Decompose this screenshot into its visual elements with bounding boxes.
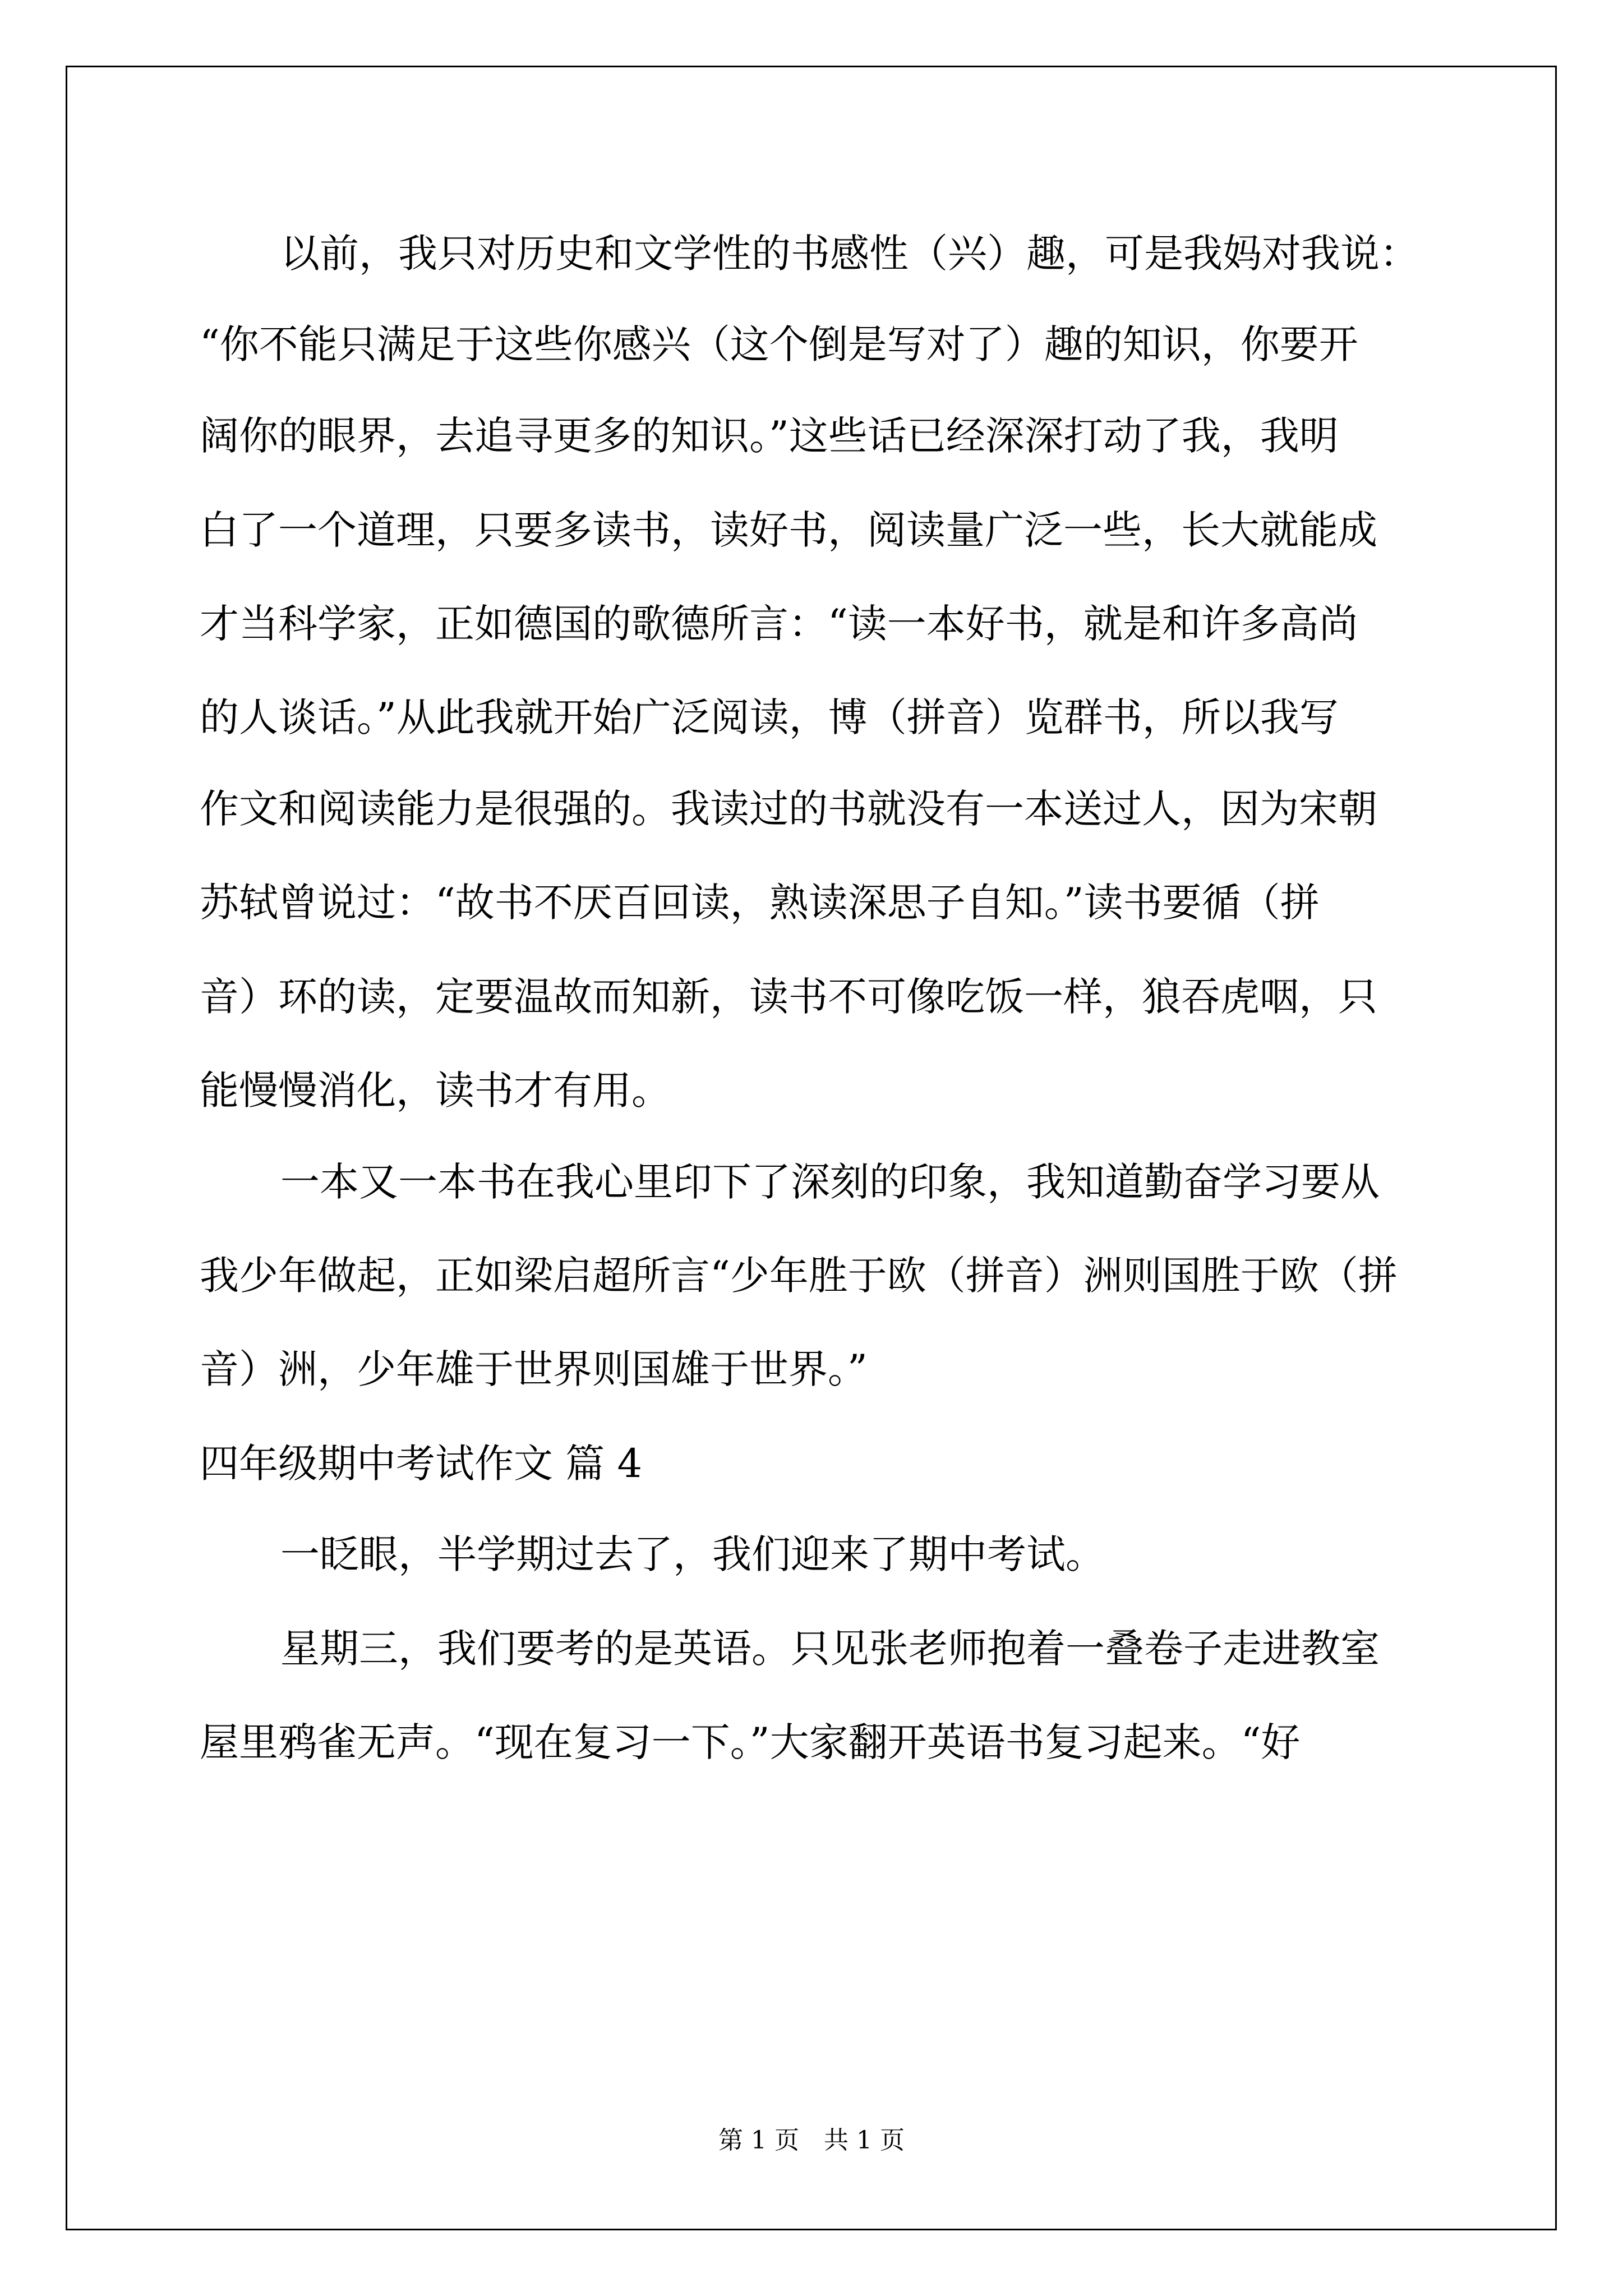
body-text-line: “你不能只满足于这些你感兴（这个倒是写对了）趣的知识，你要开 — [200, 321, 1358, 367]
body-text-line: 才当科学家，正如德国的歌德所言：“读一本好书，就是和许多高尚 — [200, 601, 1358, 647]
body-text-line: 能慢慢消化，读书才有用。 — [200, 1068, 671, 1114]
body-text-line: 阔你的眼界，去追寻更多的知识。”这些话已经深深打动了我，我明 — [200, 413, 1339, 459]
body-text-line: 我少年做起，正如梁启超所言“少年胜于欧（拼音）洲则国胜于欧（拼 — [200, 1253, 1398, 1299]
body-text-line: 一本又一本书在我心里印下了深刻的印象，我知道勤奋学习要从 — [280, 1159, 1380, 1205]
page-border — [66, 66, 1557, 2230]
body-text-line: 星期三，我们要考的是英语。只见张老师抱着一叠卷子走进教室 — [280, 1626, 1380, 1672]
body-text-line: 白了一个道理，只要多读书，读好书，阅读量广泛一些，长大就能成 — [200, 507, 1377, 553]
body-text-line: 的人谈话。”从此我就开始广泛阅读，博（拼音）览群书，所以我写 — [200, 694, 1339, 740]
body-text-line: 音）洲，少年雄于世界则国雄于世界。” — [200, 1346, 868, 1392]
body-text-line: 以前，我只对历史和文学性的书感性（兴）趣，可是我妈对我说： — [280, 231, 1419, 277]
body-text-line: 作文和阅读能力是很强的。我读过的书就没有一本送过人，因为宋朝 — [200, 786, 1377, 832]
body-text-line: 苏轼曾说过：“故书不厌百回读，熟读深思子自知。”读书要循（拼 — [200, 880, 1320, 926]
body-text-line: 屋里鸦雀无声。“现在复习一下。”大家翻开英语书复习起来。“好 — [200, 1719, 1301, 1765]
page-number-footer: 第 1 页 共 1 页 — [718, 2126, 905, 2155]
section-heading: 四年级期中考试作文 篇 4 — [200, 1441, 643, 1487]
body-text-line: 音）环的读，定要温故而知新，读书不可像吃饭一样，狼吞虎咽，只 — [200, 974, 1377, 1020]
body-text-line: 一眨眼，半学期过去了，我们迎来了期中考试。 — [280, 1531, 1105, 1577]
